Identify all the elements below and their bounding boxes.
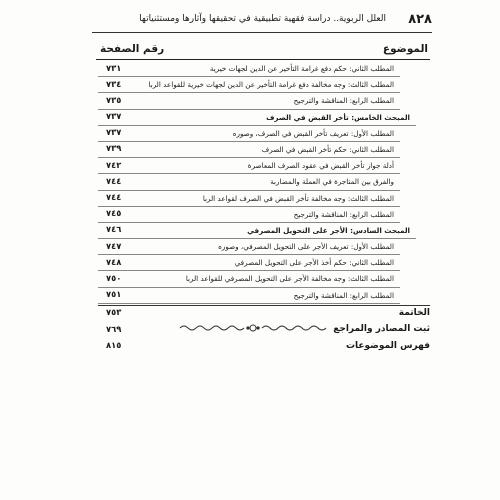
toc-entry-title: أدلة جواز تأخر القبض في عقود الصرف المعاصرة — [247, 161, 394, 171]
toc-entry-title: المبحث الخامس: تأخر القبض في الصرف — [266, 112, 410, 122]
toc-entry-page: ٧٤٤ — [106, 192, 122, 202]
toc-entry-page: ٧٣٧ — [106, 111, 122, 122]
toc-entry-title: المطلب الأول: تعريف تأخر القبض في الصرف، وصوره — [232, 128, 394, 138]
toc-entry-page: ٧٣٩ — [106, 143, 122, 154]
toc-subsection-entry — [98, 239, 400, 255]
toc-entry-page: ٧٥١ — [106, 289, 122, 300]
page-number: ٨٢٨ — [408, 12, 432, 27]
toc-entry-title: المطلب الثالث: وجه مخالفة دفع غرامة التأخير عن الدين لجهات خيرية للقواعد الربا — [148, 80, 394, 90]
toc-entry-title: المطلب الثاني: حكم دفع غرامة التأخير عن الدين لجهات خيرية — [209, 64, 394, 73]
toc-section-entry — [98, 110, 416, 126]
toc-subsection-entry — [98, 77, 400, 93]
toc-subsection-entry — [98, 288, 400, 304]
toc-entry-page: ٧٤٢ — [106, 159, 122, 170]
toc-subsection-entry — [98, 93, 400, 109]
toc-entry-page: ٧٥٣ — [106, 307, 122, 318]
table-of-contents — [98, 61, 430, 355]
toc-entry-page: ٧٤٤ — [106, 175, 122, 186]
toc-entry-page: ٧٣٤ — [106, 78, 122, 89]
toc-entry-title: ثبت المصادر والمراجع — [333, 324, 430, 335]
toc-entry-title: والفرق بين المتاجرة في العملة والمضاربة — [270, 177, 394, 187]
heading-divider — [96, 59, 430, 60]
toc-subsection-entry — [98, 61, 400, 77]
toc-entry-title: المطلب الثالث: وجه مخالفة الأجر على التحويل المصرفي للقواعد الربا — [185, 274, 394, 284]
toc-entry-title: فهرس الموضوعات — [345, 340, 430, 351]
ornament-divider — [178, 323, 328, 333]
toc-entry-page: ٧٥٠ — [106, 272, 122, 283]
toc-entry-page: ٨١٥ — [106, 340, 122, 351]
toc-entry-title: المطلب الرابع: المناقشة والترجيح — [293, 96, 394, 106]
topic-column-heading: الموضوع — [382, 43, 428, 55]
toc-entry-page: ٧٣٥ — [106, 94, 122, 105]
toc-subsection-entry — [98, 142, 400, 158]
toc-entry-page: ٧٣١ — [106, 62, 122, 73]
toc-entry-title: المطلب الثالث: وجه مخالفة تأخر القبض في الصرف لقواعد الربا — [202, 193, 394, 203]
toc-subsection-entry — [98, 207, 400, 223]
toc-entry-title: المطلب الرابع: المناقشة والترجيح — [293, 209, 394, 219]
toc-entry-page: ٧٤٧ — [106, 240, 122, 251]
toc-entry-title: المطلب الأول: تعريف الأجر على التحويل المصرفي، وصوره — [218, 242, 394, 252]
toc-entry-title: المطلب الثاني: حكم أخذ الأجر على التحويل المصرفي — [234, 258, 394, 268]
toc-entry-page: ٧٤٥ — [106, 208, 122, 219]
toc-entry-page: ٧٦٩ — [106, 323, 122, 334]
toc-entry-page: ٧٤٦ — [106, 224, 122, 235]
toc-subsection-entry — [98, 174, 400, 190]
toc-subsection-entry — [98, 191, 400, 207]
toc-entry-title: المطلب الرابع: المناقشة والترجيح — [293, 290, 394, 300]
toc-entry-page: ٧٤٨ — [106, 256, 122, 267]
toc-entry-page: ٧٣٧ — [106, 127, 122, 138]
toc-main-entry — [98, 306, 430, 323]
toc-subsection-entry — [98, 158, 400, 174]
toc-entry-title: الخاتمة — [398, 307, 430, 318]
toc-entry-title: المبحث السادس: الأجر على التحويل المصرفي — [247, 225, 410, 235]
toc-main-entry — [98, 339, 430, 356]
toc-section-entry — [98, 223, 416, 239]
toc-entry-title: المطلب الثاني: حكم تأخر القبض في الصرف — [261, 144, 394, 154]
toc-subsection-entry — [98, 255, 400, 271]
ornament-icon — [178, 323, 328, 333]
toc-subsection-entry — [98, 271, 400, 287]
running-header — [92, 10, 432, 33]
toc-subsection-entry — [98, 126, 400, 142]
running-title: العلل الربوية.. دراسة فقهية تطبيقية في تحقيقها وآثارها ومستثنياتها — [139, 14, 386, 24]
column-headings — [98, 43, 428, 59]
page-column-heading: رقم الصفحة — [100, 43, 165, 55]
